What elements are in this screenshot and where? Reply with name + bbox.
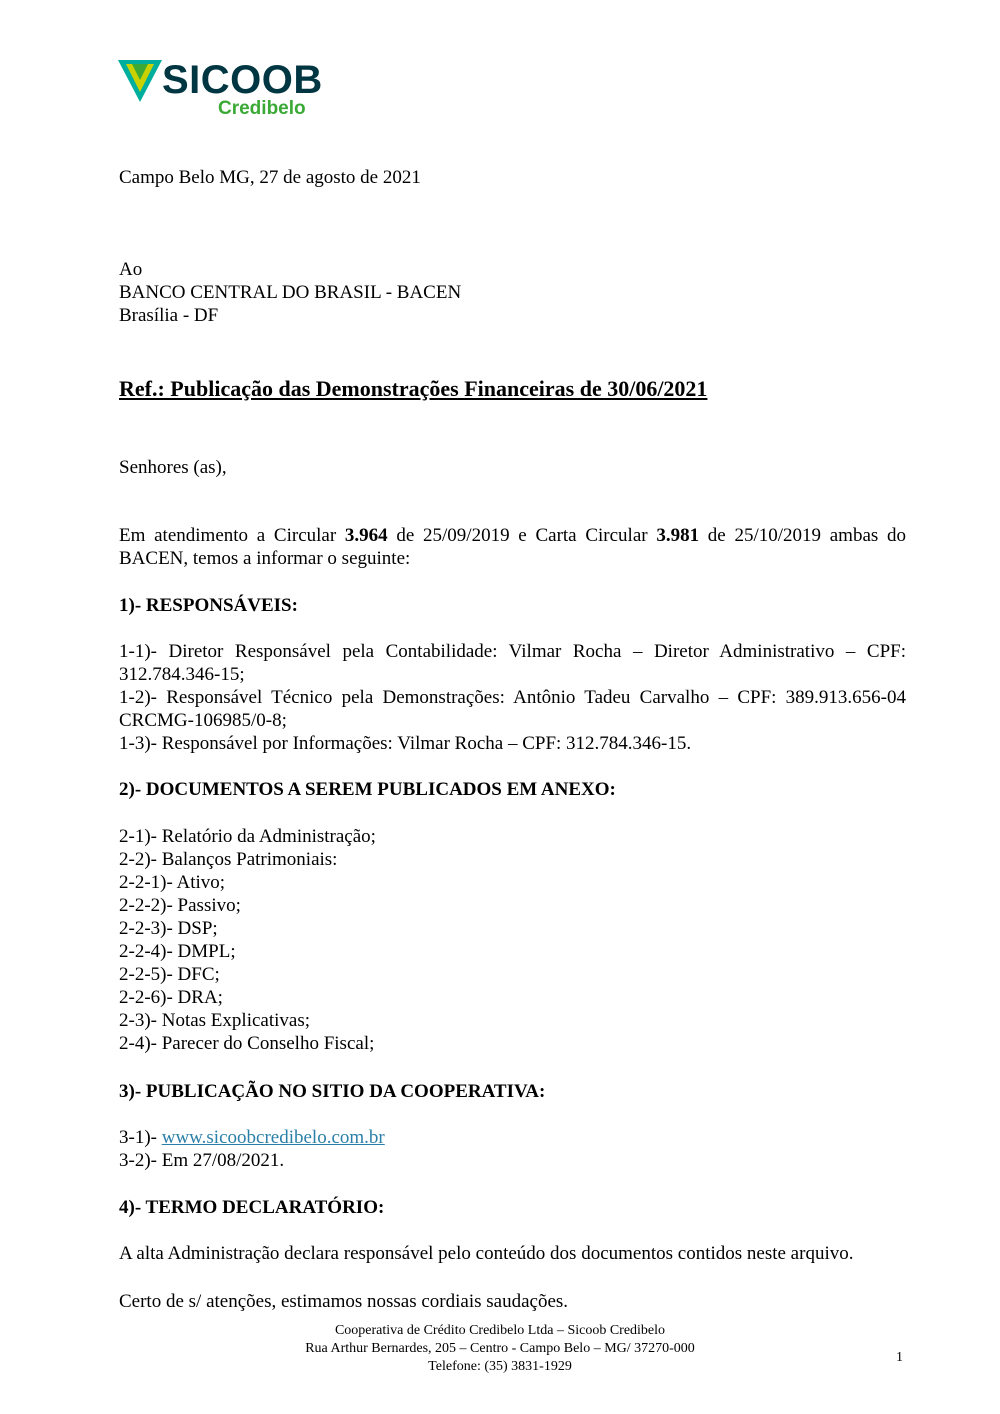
- section-3-heading: 3)- PUBLICAÇÃO NO SITIO DA COOPERATIVA:: [119, 1081, 546, 1102]
- website-link[interactable]: www.sicoobcredibelo.com.br: [161, 1127, 385, 1148]
- subject-heading: Ref.: Publicação das Demonstrações Financeiras de 30/06/2021: [119, 376, 708, 401]
- list-item: 2-4)- Parecer do Conselho Fiscal;: [119, 1033, 375, 1054]
- logo-brand: SICOOB: [162, 58, 323, 102]
- logo-subtitle: Credibelo: [218, 98, 306, 119]
- page-number: 1: [896, 1350, 903, 1365]
- salutation: Senhores (as),: [119, 457, 227, 478]
- section-3-item-1: 3-1)- www.sicoobcredibelo.com.br: [119, 1127, 385, 1148]
- list-item: 2-2-4)- DMPL;: [119, 941, 236, 962]
- list-item: 2-1)- Relatório da Administração;: [119, 826, 376, 847]
- section-1-heading: 1)- RESPONSÁVEIS:: [119, 595, 298, 616]
- list-item: 2-2-1)- Ativo;: [119, 872, 226, 893]
- carta-circular-number: 3.981: [656, 525, 700, 546]
- footer-line-1: Cooperativa de Crédito Credibelo Ltda – Sicoob Credibelo: [334, 1323, 666, 1338]
- list-item: 2-2-5)- DFC;: [119, 964, 220, 985]
- recipient-line-2: BANCO CENTRAL DO BRASIL - BACEN: [119, 282, 462, 303]
- footer-line-3: Telefone: (35) 3831-1929: [428, 1359, 572, 1374]
- recipient-line-1: Ao: [119, 259, 143, 280]
- section-4-heading: 4)- TERMO DECLARATÓRIO:: [119, 1197, 385, 1218]
- section-1-item-2: 1-2)- Responsável Técnico pela Demonstrações: Antônio Tadeu Carvalho – CPF: 389.913.656-04 CRCMG-106985/0-8;: [119, 687, 906, 731]
- sicoob-emblem-icon: [118, 58, 162, 104]
- circular-number: 3.964: [344, 525, 388, 546]
- section-3-item-2: 3-2)- Em 27/08/2021.: [119, 1150, 285, 1171]
- date-line: Campo Belo MG, 27 de agosto de 2021: [119, 167, 421, 188]
- sicoob-logo: [118, 58, 323, 122]
- closing-line: Certo de s/ atenções, estimamos nossas cordiais saudações.: [119, 1291, 569, 1312]
- footer-line-2: Rua Arthur Bernardes, 205 – Centro - Campo Belo – MG/ 37270-000: [305, 1341, 695, 1356]
- declaration-text: A alta Administração declara responsável pelo conteúdo dos documentos contidos neste arquivo.: [119, 1243, 854, 1264]
- section-1-item-1: 1-1)- Diretor Responsável pela Contabilidade: Vilmar Rocha – Diretor Administrativo – CPF: 312.784.346-15;: [119, 641, 906, 685]
- section-2-heading: 2)- DOCUMENTOS A SEREM PUBLICADOS EM ANEXO:: [119, 779, 616, 800]
- list-item: 2-3)- Notas Explicativas;: [119, 1010, 311, 1031]
- intro-paragraph: Em atendimento a Circular 3.964 de 25/09/2019 e Carta Circular 3.981 de 25/10/2019 ambas do BACEN, temos a informar o seguinte:: [119, 525, 907, 569]
- list-item: 2-2)- Balanços Patrimoniais:: [119, 849, 338, 870]
- recipient-line-3: Brasília - DF: [119, 305, 219, 326]
- list-item: 2-2-2)- Passivo;: [119, 895, 241, 916]
- list-item: 2-2-6)- DRA;: [119, 987, 223, 1008]
- list-item: 2-2-3)- DSP;: [119, 918, 218, 939]
- section-1-item-3: 1-3)- Responsável por Informações: Vilmar Rocha – CPF: 312.784.346-15.: [119, 733, 692, 754]
